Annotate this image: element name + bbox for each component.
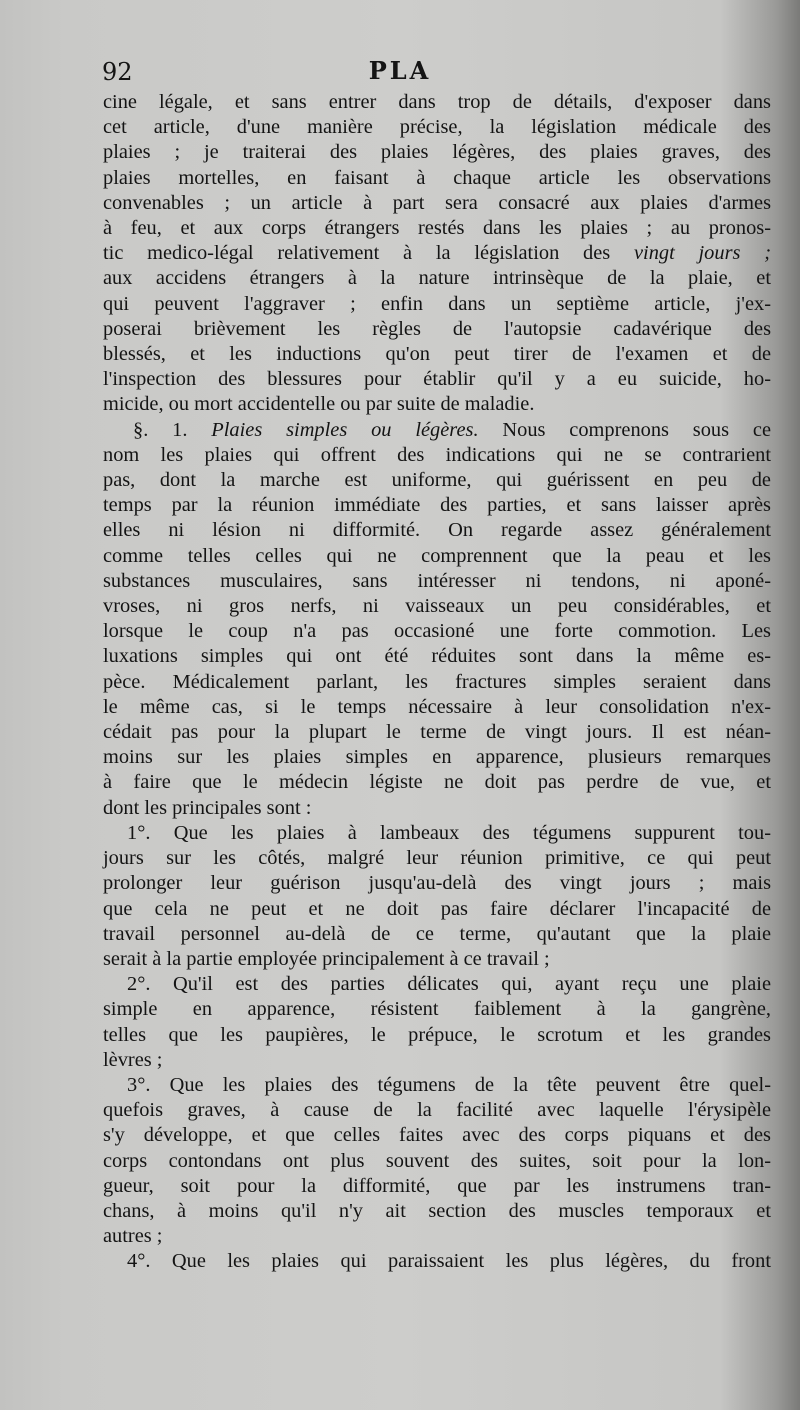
list-item-line: 1°. Que les plaies à lambeaux des tégumens suppurent tou- (127, 821, 771, 844)
text-line: jours sur les côtés, malgré leur réunion primitive, ce qui peut (103, 847, 771, 870)
text-line: le même cas, si le temps nécessaire à leur consolidation n'ex- (103, 695, 771, 718)
text-line: cédait pas pour la plupart le terme de vingt jours. Il est néan- (103, 721, 771, 744)
text-line: travail personnel au-delà de ce terme, qu'autant que la plaie (103, 922, 771, 945)
page-number: 92 (102, 58, 133, 86)
text-segment: tic medico-légal relativement à la législation des (103, 242, 634, 265)
text-line: cine légale, et sans entrer dans trop de détails, d'exposer dans (103, 91, 771, 113)
text-line: quefois graves, à cause de la facilité avec laquelle l'érysipèle (103, 1099, 771, 1122)
text-line: vroses, ni gros nerfs, ni vaisseaux un peu considérables, et (103, 595, 771, 618)
text-line: aux accidens étrangers à la nature intrinsèque de la plaie, et (103, 267, 771, 290)
running-head: PLA (368, 56, 432, 85)
text-line: s'y développe, et que celles faites avec des corps piquans et des (103, 1124, 771, 1147)
text-line: convenables ; un article à part sera consacré aux plaies d'armes (103, 191, 771, 214)
text-line: plaies ; je traiterai des plaies légères, des plaies graves, des (103, 141, 771, 164)
text-line: dont les principales sont : (103, 796, 312, 819)
text-line: simple en apparence, résistent faiblement à la gangrène, (103, 998, 771, 1021)
emphasis-vingt-jours: vingt jours ; (633, 242, 772, 265)
text-line: substances musculaires, sans intéresser ni tendons, ni aponé- (103, 569, 771, 592)
text-line: lorsque le coup n'a pas occasioné une forte commotion. Les (103, 620, 771, 643)
text-line: gueur, soit pour la difformité, que par les instrumens tran- (103, 1174, 771, 1197)
text-line: blessés, et les inductions qu'on peut tirer de l'examen et de (103, 343, 771, 366)
text-line: serait à la partie employée principalement à ce travail ; (103, 947, 550, 970)
text-line: elles ni lésion ni difformité. On regarde assez généralement (103, 519, 771, 542)
text-line: qui peuvent l'aggraver ; enfin dans un septième article, j'ex- (103, 292, 771, 315)
section-title: Plaies simples ou légères. (211, 418, 479, 441)
text-line: chans, à moins qu'il n'y ait section des muscles temporaux et (103, 1199, 771, 1222)
section-heading-line (103, 418, 771, 443)
text-line: pas, dont la marche est uniforme, qui guérissent en peu de (103, 469, 771, 492)
text-line: lèvres ; (103, 1048, 163, 1071)
section-mark: §. 1. (133, 418, 212, 441)
text-line: comme telles celles qui ne comprennent que la peau et les (103, 544, 771, 567)
body-text (103, 90, 771, 1275)
text-line: à feu, et aux corps étrangers restés dans les plaies ; au pronos- (103, 217, 771, 240)
text-line: moins sur les plaies simples en apparence, plusieurs remarques (103, 746, 771, 769)
text-line: autres ; (103, 1225, 163, 1248)
text-line: cet article, d'une manière précise, la législation médicale des (103, 116, 771, 139)
text-line: prolonger leur guérison jusqu'au-delà des vingt jours ; mais (103, 872, 771, 895)
text-line: luxations simples qui ont été réduites sont dans la même es- (103, 645, 771, 668)
list-item-line: 4°. Que les plaies qui paraissaient les plus légères, du front (127, 1250, 771, 1273)
text-line: nom les plaies qui offrent des indications qui ne se contrarient (103, 443, 771, 466)
text-segment: Nous comprenons sous ce (478, 418, 772, 441)
text-line: pèce. Médicalement parlant, les fractures simples seraient dans (103, 670, 771, 693)
text-line: telles que les paupières, le prépuce, le scrotum et les grandes (103, 1023, 771, 1046)
text-line (103, 241, 771, 266)
text-line: corps contondans ont plus souvent des suites, soit pour la lon- (103, 1149, 771, 1172)
list-item-line: 2°. Qu'il est des parties délicates qui, ayant reçu une plaie (127, 973, 771, 996)
text-line: à faire que le médecin légiste ne doit pas perdre de vue, et (103, 771, 771, 794)
text-line: plaies mortelles, en faisant à chaque article les observations (103, 166, 771, 189)
list-item-line: 3°. Que les plaies des tégumens de la tête peuvent être quel- (127, 1073, 771, 1096)
text-line: l'inspection des blessures pour établir qu'il y a eu suicide, ho- (103, 368, 771, 391)
text-line: que cela ne peut et ne doit pas faire déclarer l'incapacité de (103, 897, 771, 920)
text-line: poserai brièvement les règles de l'autopsie cadavérique des (103, 317, 771, 340)
text-line: micide, ou mort accidentelle ou par suite de maladie. (103, 393, 535, 416)
text-line: temps par la réunion immédiate des parties, et sans laisser après (103, 494, 771, 517)
